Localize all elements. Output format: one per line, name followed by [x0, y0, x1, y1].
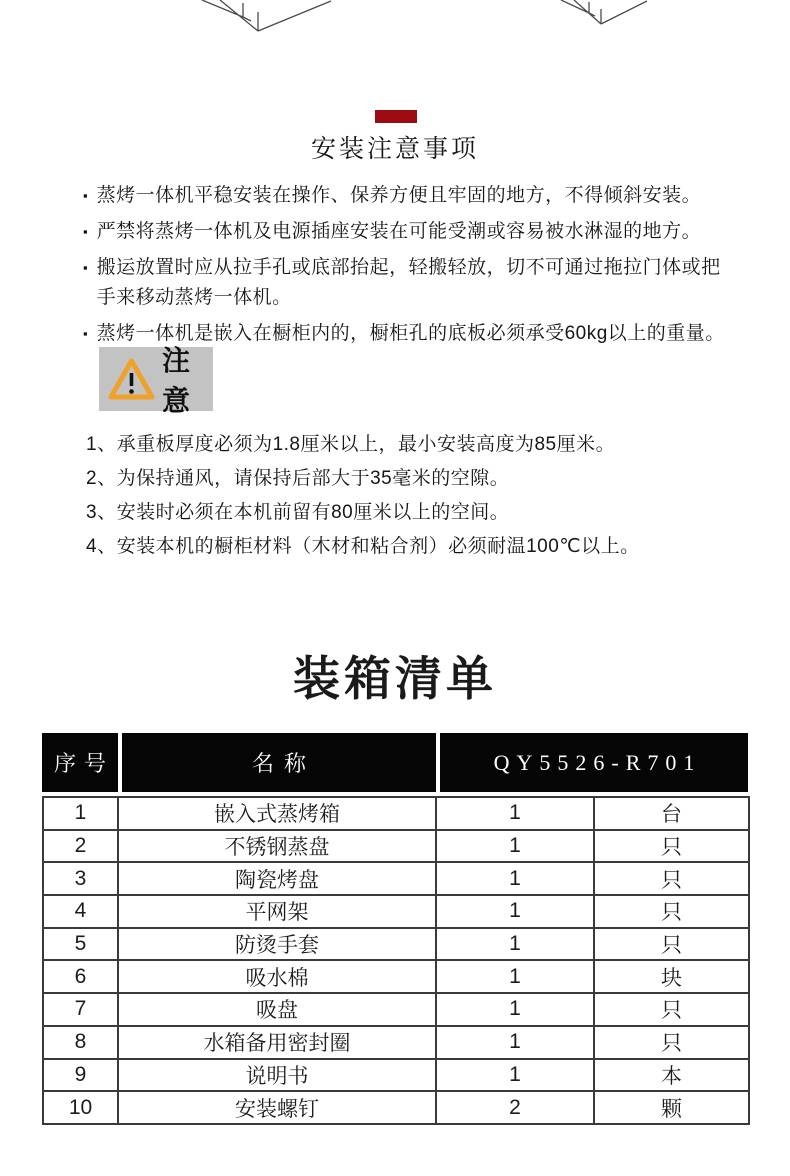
header-cell-name: 名称 [122, 733, 436, 792]
cell-unit: 只 [594, 895, 749, 928]
cell-name: 安装螺钉 [118, 1091, 436, 1124]
bullet-icon: ▪ [83, 224, 88, 239]
cell-name: 不锈钢蒸盘 [118, 830, 436, 863]
cell-name: 吸盘 [118, 993, 436, 1026]
cell-unit: 块 [594, 960, 749, 993]
table-row [43, 960, 749, 993]
list-item: 4、安装本机的橱柜材料（木材和粘合剂）必须耐温100℃以上。 [86, 536, 640, 557]
cell-name: 平网架 [118, 895, 436, 928]
warning-triangle-icon [108, 357, 155, 401]
cell-qty: 1 [436, 993, 594, 1026]
table-row [43, 993, 749, 1026]
list-item: 2、为保持通风，请保持后部大于35毫米的空隙。 [86, 468, 510, 489]
caution-label: 注意 [162, 345, 192, 416]
bullet-text: 蒸烤一体机是嵌入在橱柜内的，橱柜孔的底板必须承受60kg以上的重量。 [96, 323, 725, 344]
packing-list-title: 装箱清单 [293, 652, 497, 705]
cell-qty: 1 [436, 830, 594, 863]
packing-table-header [42, 733, 748, 792]
cell-unit: 颗 [594, 1091, 749, 1124]
cell-unit: 只 [594, 993, 749, 1026]
cell-name: 陶瓷烤盘 [118, 862, 436, 895]
list-item: 1、承重板厚度必须为1.8厘米以上，最小安装高度为85厘米。 [86, 434, 616, 455]
cell-index: 8 [43, 1026, 118, 1059]
cell-index: 10 [43, 1091, 118, 1124]
cell-qty: 1 [436, 895, 594, 928]
bullet-icon: ▪ [83, 188, 88, 203]
cell-index: 3 [43, 862, 118, 895]
cell-qty: 1 [436, 1026, 594, 1059]
table-row [43, 1026, 749, 1059]
cell-unit: 只 [594, 1026, 749, 1059]
list-item: 3、安装时必须在本机前留有80厘米以上的空间。 [86, 502, 510, 523]
cell-name: 说明书 [118, 1059, 436, 1092]
cell-index: 2 [43, 830, 118, 863]
header-cell-index: 序号 [42, 733, 118, 792]
table-row [43, 1059, 749, 1092]
table-row [43, 862, 749, 895]
cell-unit: 只 [594, 830, 749, 863]
table-row [43, 1091, 749, 1124]
cell-unit: 只 [594, 862, 749, 895]
bullet-text: 严禁将蒸烤一体机及电源插座安装在可能受潮或容易被水淋湿的地方。 [96, 221, 702, 242]
cell-index: 7 [43, 993, 118, 1026]
table-row [43, 797, 749, 830]
install-notice-bullet-list [83, 181, 727, 355]
cell-name: 吸水棉 [118, 960, 436, 993]
table-row [43, 895, 749, 928]
list-item [83, 217, 727, 247]
cell-qty: 1 [436, 960, 594, 993]
list-item [83, 253, 727, 313]
bullet-icon: ▪ [83, 326, 88, 341]
bullet-text: 蒸烤一体机平稳安装在操作、保养方便且牢固的地方，不得倾斜安装。 [96, 185, 702, 206]
cell-name: 嵌入式蒸烤箱 [118, 797, 436, 830]
install-notes-list [86, 428, 746, 564]
table-row [43, 928, 749, 961]
box-wireframe-left-icon [182, 0, 332, 42]
cell-index: 4 [43, 895, 118, 928]
bullet-icon: ▪ [83, 260, 88, 275]
list-item [83, 181, 727, 211]
cell-qty: 1 [436, 797, 594, 830]
cell-index: 5 [43, 928, 118, 961]
cell-qty: 1 [436, 928, 594, 961]
cell-unit: 只 [594, 928, 749, 961]
cell-qty: 1 [436, 862, 594, 895]
table-row [43, 830, 749, 863]
cell-unit: 本 [594, 1059, 749, 1092]
packing-table [42, 796, 750, 1125]
cell-index: 9 [43, 1059, 118, 1092]
cell-unit: 台 [594, 797, 749, 830]
install-notice-title: 安装注意事项 [310, 135, 479, 163]
cell-name: 防烫手套 [118, 928, 436, 961]
caution-badge [99, 345, 213, 416]
cell-index: 6 [43, 960, 118, 993]
section-divider-bar [375, 110, 417, 123]
cell-name: 水箱备用密封圈 [118, 1026, 436, 1059]
cell-index: 1 [43, 797, 118, 830]
bullet-text: 搬运放置时应从拉手孔或底部抬起，轻搬轻放，切不可通过拖拉门体或把手来移动蒸烤一体机。 [96, 257, 721, 308]
box-wireframe-right-icon [547, 0, 649, 34]
cell-qty: 2 [436, 1091, 594, 1124]
cell-qty: 1 [436, 1059, 594, 1092]
header-cell-model: QY5526-R701 [440, 733, 748, 792]
